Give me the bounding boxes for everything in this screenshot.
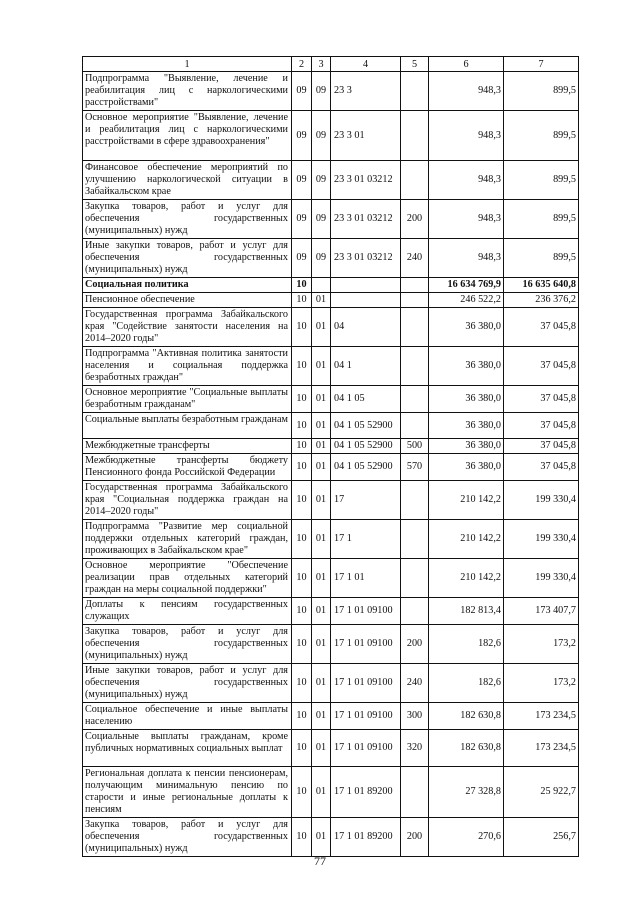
- table-row: [83, 767, 579, 818]
- cell-target-article: 17 1: [331, 520, 401, 559]
- cell-expense-type: 240: [401, 239, 429, 278]
- cell-subsection: 01: [312, 413, 331, 439]
- cell-target-article: 23 3 01 03212: [331, 161, 401, 200]
- cell-amount-year2: 37 045,8: [504, 308, 579, 347]
- cell-expense-type: [401, 767, 429, 818]
- cell-amount-year2: 899,5: [504, 111, 579, 161]
- table-row: [83, 625, 579, 664]
- cell-name: Основное мероприятие "Социальные выплаты безработным гражданам": [83, 386, 292, 413]
- cell-name: Иные закупки товаров, работ и услуг для обеспечения государственных (муниципальных) нужд: [83, 239, 292, 278]
- cell-target-article: 17 1 01 09100: [331, 730, 401, 767]
- cell-target-article: 04 1 05 52900: [331, 454, 401, 481]
- cell-section: 09: [292, 200, 312, 239]
- cell-amount-year2: 899,5: [504, 200, 579, 239]
- cell-subsection: 01: [312, 625, 331, 664]
- cell-section: 09: [292, 111, 312, 161]
- cell-expense-type: 200: [401, 625, 429, 664]
- table-row: [83, 481, 579, 520]
- cell-amount-year2: 37 045,8: [504, 413, 579, 439]
- column-header: 2: [292, 57, 312, 72]
- cell-target-article: 17 1 01 09100: [331, 625, 401, 664]
- cell-section: 10: [292, 559, 312, 598]
- cell-name: Доплаты к пенсиям государственных служащих: [83, 598, 292, 625]
- cell-name: Социальная политика: [83, 278, 292, 293]
- cell-expense-type: [401, 520, 429, 559]
- cell-subsection: 01: [312, 767, 331, 818]
- cell-subsection: 01: [312, 520, 331, 559]
- cell-amount-year2: 899,5: [504, 239, 579, 278]
- cell-amount-year2: 173 407,7: [504, 598, 579, 625]
- cell-section: 10: [292, 520, 312, 559]
- table-row: [83, 200, 579, 239]
- header-row: [83, 57, 579, 72]
- cell-subsection: 01: [312, 730, 331, 767]
- cell-target-article: 23 3 01 03212: [331, 239, 401, 278]
- cell-target-article: 04: [331, 308, 401, 347]
- cell-expense-type: 570: [401, 454, 429, 481]
- cell-section: 10: [292, 703, 312, 730]
- cell-subsection: 09: [312, 200, 331, 239]
- cell-target-article: 04 1 05 52900: [331, 413, 401, 439]
- cell-amount-year1: 948,3: [429, 111, 504, 161]
- cell-target-article: 23 3 01: [331, 111, 401, 161]
- cell-amount-year2: 899,5: [504, 161, 579, 200]
- cell-expense-type: [401, 386, 429, 413]
- cell-amount-year2: 899,5: [504, 72, 579, 111]
- cell-section: 10: [292, 730, 312, 767]
- cell-subsection: [312, 278, 331, 293]
- column-header: 3: [312, 57, 331, 72]
- cell-section: 10: [292, 308, 312, 347]
- cell-name: Социальное обеспечение и иные выплаты населению: [83, 703, 292, 730]
- cell-section: 10: [292, 439, 312, 454]
- cell-amount-year1: 182 630,8: [429, 730, 504, 767]
- cell-target-article: 17: [331, 481, 401, 520]
- cell-amount-year1: 948,3: [429, 239, 504, 278]
- cell-section: 10: [292, 625, 312, 664]
- table-row: [83, 239, 579, 278]
- cell-target-article: 23 3 01 03212: [331, 200, 401, 239]
- cell-amount-year1: 27 328,8: [429, 767, 504, 818]
- table-row: [83, 818, 579, 857]
- cell-name: Социальные выплаты безработным гражданам: [83, 413, 292, 439]
- cell-subsection: 01: [312, 386, 331, 413]
- cell-subsection: 01: [312, 818, 331, 857]
- cell-name: Закупка товаров, работ и услуг для обеспечения государственных (муниципальных) нужд: [83, 200, 292, 239]
- cell-expense-type: [401, 293, 429, 308]
- cell-section: 10: [292, 767, 312, 818]
- cell-amount-year1: 182 813,4: [429, 598, 504, 625]
- cell-subsection: 09: [312, 161, 331, 200]
- cell-name: Подпрограмма "Развитие мер социальной поддержки отдельных категорий граждан, проживающих в Забайкальском крае": [83, 520, 292, 559]
- cell-expense-type: [401, 111, 429, 161]
- cell-name: Основное мероприятие "Обеспечение реализации прав отдельных категорий граждан на меры социальной поддержки": [83, 559, 292, 598]
- cell-amount-year1: 36 380,0: [429, 308, 504, 347]
- cell-amount-year2: 173 234,5: [504, 703, 579, 730]
- cell-amount-year1: 36 380,0: [429, 413, 504, 439]
- cell-target-article: [331, 293, 401, 308]
- cell-name: Основное мероприятие "Выявление, лечение и реабилитация лиц с наркологическими расстройствами в сфере здравоохранения": [83, 111, 292, 161]
- cell-expense-type: 240: [401, 664, 429, 703]
- cell-amount-year2: 199 330,4: [504, 559, 579, 598]
- page-number: 77: [314, 854, 326, 868]
- cell-expense-type: [401, 308, 429, 347]
- column-header: 6: [429, 57, 504, 72]
- cell-target-article: 17 1 01 09100: [331, 664, 401, 703]
- table-row: [83, 308, 579, 347]
- cell-amount-year1: 182,6: [429, 664, 504, 703]
- cell-expense-type: 500: [401, 439, 429, 454]
- cell-name: Государственная программа Забайкальского края "Социальная поддержка граждан на 2014–2020 годы": [83, 481, 292, 520]
- cell-amount-year1: 210 142,2: [429, 520, 504, 559]
- cell-target-article: 04 1: [331, 347, 401, 386]
- cell-amount-year2: 173 234,5: [504, 730, 579, 767]
- cell-amount-year2: 199 330,4: [504, 481, 579, 520]
- table-row: [83, 598, 579, 625]
- cell-name: Финансовое обеспечение мероприятий по улучшению наркологической ситуации в Забайкальском крае: [83, 161, 292, 200]
- cell-target-article: 17 1 01 09100: [331, 703, 401, 730]
- cell-target-article: 04 1 05 52900: [331, 439, 401, 454]
- cell-amount-year1: 36 380,0: [429, 386, 504, 413]
- table-row: [83, 111, 579, 161]
- table-row: [83, 293, 579, 308]
- cell-amount-year2: 236 376,2: [504, 293, 579, 308]
- table-row: [83, 559, 579, 598]
- cell-target-article: [331, 278, 401, 293]
- cell-subsection: 01: [312, 559, 331, 598]
- column-header: 1: [83, 57, 292, 72]
- cell-subsection: 01: [312, 598, 331, 625]
- cell-expense-type: 320: [401, 730, 429, 767]
- cell-expense-type: 200: [401, 200, 429, 239]
- cell-amount-year1: 182,6: [429, 625, 504, 664]
- cell-name: Социальные выплаты гражданам, кроме публичных нормативных социальных выплат: [83, 730, 292, 767]
- table-row: [83, 703, 579, 730]
- cell-amount-year1: 16 634 769,9: [429, 278, 504, 293]
- cell-section: 10: [292, 454, 312, 481]
- table-row: [83, 161, 579, 200]
- cell-subsection: 09: [312, 72, 331, 111]
- table-row: [83, 520, 579, 559]
- cell-amount-year1: 36 380,0: [429, 347, 504, 386]
- cell-amount-year1: 36 380,0: [429, 454, 504, 481]
- cell-amount-year2: 173,2: [504, 664, 579, 703]
- cell-subsection: 01: [312, 481, 331, 520]
- cell-section: 10: [292, 386, 312, 413]
- cell-amount-year1: 246 522,2: [429, 293, 504, 308]
- cell-subsection: 09: [312, 111, 331, 161]
- cell-name: Подпрограмма "Выявление, лечение и реабилитация лиц с наркологическими расстройствами": [83, 72, 292, 111]
- cell-amount-year1: 270,6: [429, 818, 504, 857]
- cell-amount-year2: 173,2: [504, 625, 579, 664]
- budget-table: [82, 56, 579, 857]
- table-row: [83, 439, 579, 454]
- cell-target-article: 17 1 01: [331, 559, 401, 598]
- table-row: [83, 72, 579, 111]
- table-body: [83, 57, 579, 857]
- cell-section: 09: [292, 161, 312, 200]
- table-row: [83, 454, 579, 481]
- cell-expense-type: 200: [401, 818, 429, 857]
- cell-amount-year1: 210 142,2: [429, 481, 504, 520]
- cell-subsection: 01: [312, 703, 331, 730]
- cell-name: Закупка товаров, работ и услуг для обеспечения государственных (муниципальных) нужд: [83, 818, 292, 857]
- cell-expense-type: [401, 347, 429, 386]
- cell-section: 10: [292, 278, 312, 293]
- cell-expense-type: [401, 161, 429, 200]
- cell-amount-year2: 16 635 640,8: [504, 278, 579, 293]
- cell-section: 10: [292, 347, 312, 386]
- cell-expense-type: 300: [401, 703, 429, 730]
- table-row: [83, 347, 579, 386]
- column-header: 4: [331, 57, 401, 72]
- cell-subsection: 01: [312, 308, 331, 347]
- cell-expense-type: [401, 559, 429, 598]
- table-row: [83, 730, 579, 767]
- cell-name: Иные закупки товаров, работ и услуг для обеспечения государственных (муниципальных) нужд: [83, 664, 292, 703]
- column-header: 5: [401, 57, 429, 72]
- cell-subsection: 01: [312, 347, 331, 386]
- cell-section: 09: [292, 239, 312, 278]
- cell-amount-year2: 199 330,4: [504, 520, 579, 559]
- cell-amount-year2: 25 922,7: [504, 767, 579, 818]
- table-row: [83, 413, 579, 439]
- cell-expense-type: [401, 278, 429, 293]
- table-row: [83, 664, 579, 703]
- cell-name: Региональная доплата к пенсии пенсионерам, получающим минимальную пенсию по старости и иные региональные доплаты к пенсиям: [83, 767, 292, 818]
- cell-target-article: 17 1 01 89200: [331, 767, 401, 818]
- cell-amount-year2: 37 045,8: [504, 439, 579, 454]
- table-row: [83, 386, 579, 413]
- cell-name: Закупка товаров, работ и услуг для обеспечения государственных (муниципальных) нужд: [83, 625, 292, 664]
- cell-section: 10: [292, 413, 312, 439]
- cell-amount-year2: 37 045,8: [504, 347, 579, 386]
- cell-name: Пенсионное обеспечение: [83, 293, 292, 308]
- cell-subsection: 09: [312, 239, 331, 278]
- cell-amount-year1: 210 142,2: [429, 559, 504, 598]
- cell-amount-year1: 948,3: [429, 161, 504, 200]
- cell-subsection: 01: [312, 664, 331, 703]
- cell-name: Межбюджетные трансферты бюджету Пенсионного фонда Российской Федерации: [83, 454, 292, 481]
- cell-subsection: 01: [312, 293, 331, 308]
- cell-name: Подпрограмма "Активная политика занятости населения и социальная поддержка безработных граждан": [83, 347, 292, 386]
- cell-amount-year1: 36 380,0: [429, 439, 504, 454]
- cell-section: 09: [292, 72, 312, 111]
- cell-amount-year2: 37 045,8: [504, 454, 579, 481]
- cell-amount-year1: 948,3: [429, 200, 504, 239]
- cell-name: Межбюджетные трансферты: [83, 439, 292, 454]
- cell-expense-type: [401, 598, 429, 625]
- column-header: 7: [504, 57, 579, 72]
- cell-subsection: 01: [312, 439, 331, 454]
- cell-amount-year1: 948,3: [429, 72, 504, 111]
- cell-expense-type: [401, 72, 429, 111]
- cell-section: 10: [292, 481, 312, 520]
- cell-section: 10: [292, 598, 312, 625]
- cell-target-article: 17 1 01 89200: [331, 818, 401, 857]
- cell-subsection: 01: [312, 454, 331, 481]
- table-row: [83, 278, 579, 293]
- cell-target-article: 17 1 01 09100: [331, 598, 401, 625]
- cell-name: Государственная программа Забайкальского края "Содействие занятости населения на 2014–2020 годы": [83, 308, 292, 347]
- cell-amount-year2: 37 045,8: [504, 386, 579, 413]
- cell-expense-type: [401, 413, 429, 439]
- cell-section: 10: [292, 664, 312, 703]
- cell-expense-type: [401, 481, 429, 520]
- cell-amount-year2: 256,7: [504, 818, 579, 857]
- cell-amount-year1: 182 630,8: [429, 703, 504, 730]
- cell-section: 10: [292, 293, 312, 308]
- budget-table-container: [82, 56, 578, 857]
- cell-target-article: 23 3: [331, 72, 401, 111]
- cell-section: 10: [292, 818, 312, 857]
- cell-target-article: 04 1 05: [331, 386, 401, 413]
